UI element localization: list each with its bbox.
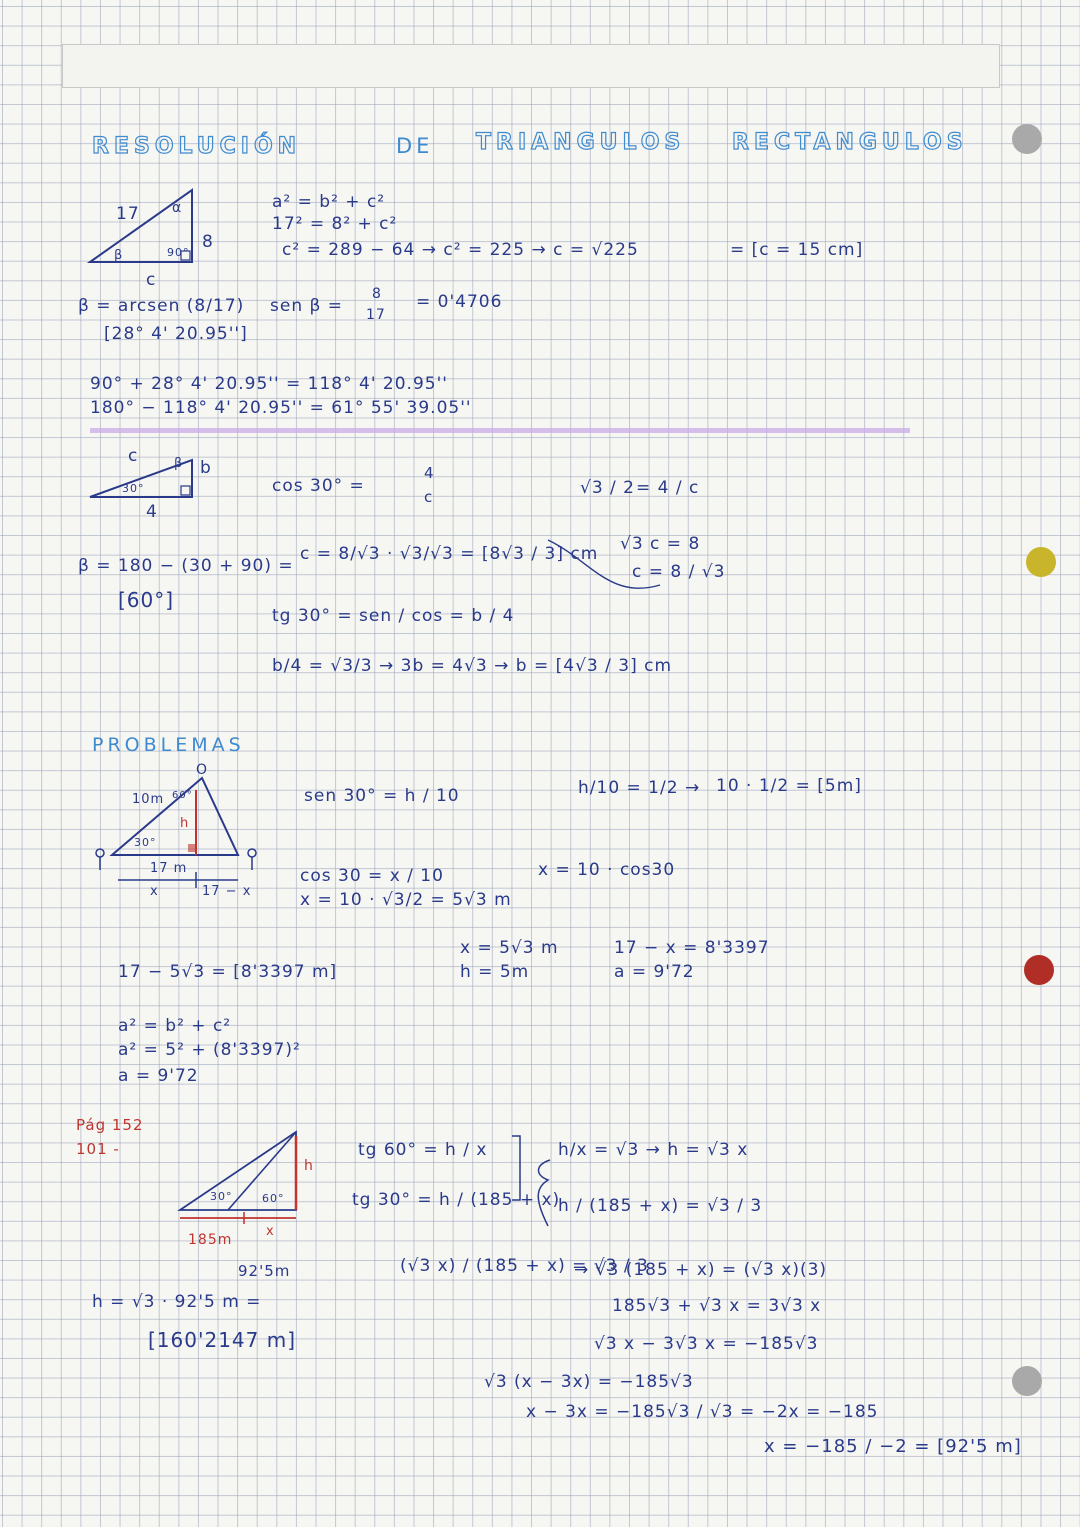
- pg-result: 92'5m: [238, 1262, 291, 1280]
- pg-eq3: 185√3 + √3 x = 3√3 x: [612, 1296, 822, 1316]
- pg-eq7: x = −185 / −2 = [92'5 m]: [764, 1436, 1022, 1457]
- pg-eq2: → √3 (185 + x) = (√3 x)(3): [574, 1260, 828, 1280]
- pg-eq5: √3 (x − 3x) = −185√3: [484, 1372, 694, 1392]
- s1-sen-result: = 0'4706: [416, 292, 503, 312]
- s2-tg-line: tg 30° = sen / cos = b / 4: [272, 606, 515, 626]
- s2-beta-boxed: [60°]: [118, 588, 175, 612]
- p-h-frac: h/10 = 1/2 →: [578, 778, 701, 798]
- p-summary-x: x = 5√3 m: [460, 938, 559, 958]
- s1-line-2: 17² = 8² + c²: [272, 214, 398, 234]
- s1-alpha-label: α: [172, 200, 183, 216]
- p-pyth-2: a² = 5² + (8'3397)²: [118, 1040, 301, 1060]
- s2-angle-label: 30°: [122, 482, 145, 495]
- s1-leg-c-label: c: [146, 270, 157, 290]
- s1-sen-line: sen β =: [270, 296, 343, 316]
- pg-label: Pág 152: [76, 1116, 144, 1134]
- pg-angle2: 60°: [262, 1192, 285, 1205]
- p-x-line: x = 10 · √3/2 = 5√3 m: [300, 890, 512, 910]
- pg-tg60: tg 60° = h / x: [358, 1140, 488, 1160]
- title-triangulos: TRIANGULOS: [476, 130, 686, 155]
- p-x-label: x: [150, 884, 159, 899]
- pg-sys1: h/x = √3 → h = √3 x: [558, 1140, 749, 1160]
- s2-cos-den: c: [424, 488, 434, 506]
- s2-sqrt3-over-2: √3 / 2: [580, 478, 635, 498]
- s1-hyp-label: 17: [116, 204, 140, 224]
- s1-diff-line: 180° − 118° 4' 20.95'' = 61° 55' 39.05'': [90, 398, 472, 418]
- s1-sum-line: 90° + 28° 4' 20.95'' = 118° 4' 20.95'': [90, 374, 448, 394]
- p-height-label: h: [180, 816, 190, 831]
- pg-angle1: 30°: [210, 1190, 233, 1203]
- s2-c-rationalize: c = 8/√3 · √3/√3 = [8√3 / 3] cm: [300, 544, 599, 564]
- problems-heading: PROBLEMAS: [92, 734, 245, 756]
- pg-dist: 185m: [188, 1232, 233, 1248]
- pg-number: 101 -: [76, 1140, 120, 1158]
- p-base-label: 17 m: [150, 861, 188, 876]
- p-base-angle: 30°: [134, 836, 157, 849]
- s1-right-angle-label: 90°: [167, 246, 190, 259]
- p-pyth-3: a = 9'72: [118, 1066, 199, 1086]
- pg-x: x: [266, 1224, 275, 1239]
- s2-cos-line: cos 30° =: [272, 476, 365, 496]
- pg-eq1: (√3 x) / (185 + x) = √3 / 3: [400, 1256, 649, 1276]
- s1-sen-frac-num: 8: [372, 286, 382, 302]
- p-summary-h: h = 5m: [460, 962, 530, 982]
- s1-beta-boxed: [28° 4' 20.95'']: [104, 324, 248, 344]
- title-de: DE: [396, 134, 434, 158]
- p-top-label: O: [196, 762, 209, 778]
- p-summary-a: a = 9'72: [614, 962, 695, 982]
- title-rectangulos: RECTANGULOS: [732, 130, 968, 155]
- pg-tg30: tg 30° = h / (185 + x): [352, 1190, 561, 1210]
- p-x-cos: x = 10 · cos30: [538, 860, 676, 880]
- s1-beta-label: β: [114, 248, 124, 263]
- pg-eq4: √3 x − 3√3 x = −185√3: [594, 1334, 819, 1354]
- p-result1: 10 · 1/2 = [5m]: [716, 776, 862, 796]
- s2-b-line: b/4 = √3/3 → 3b = 4√3 → b = [4√3 / 3] cm: [272, 656, 673, 676]
- p-rest-line: 17 − 5√3 = [8'3397 m]: [118, 962, 338, 982]
- pg-h-boxed: [160'2147 m]: [148, 1328, 297, 1352]
- s2-sqrt3c: √3 c = 8: [620, 534, 701, 554]
- p-top-angle: 60°: [172, 790, 193, 801]
- p-pyth-1: a² = b² + c²: [118, 1016, 232, 1036]
- pg-sys2: h / (185 + x) = √3 / 3: [558, 1196, 763, 1216]
- s2-eq-4-over-c: = 4 / c: [636, 478, 700, 498]
- s1-sen-frac-den: 17: [366, 307, 386, 323]
- s2-c-eq: c = 8 / √3: [632, 562, 726, 582]
- s1-beta-line: β = arcsen (8/17): [78, 296, 245, 316]
- s1-line-4: = [c = 15 cm]: [730, 240, 864, 260]
- s1-leg-b-label: 8: [202, 232, 214, 252]
- pg-h-line: h = √3 · 92'5 m =: [92, 1292, 262, 1312]
- s2-beta-line: β = 180 − (30 + 90) =: [78, 556, 294, 576]
- pg-height: h: [304, 1158, 314, 1174]
- s2-beta-label: β: [174, 456, 184, 471]
- p-cos-line: cos 30 = x / 10: [300, 866, 444, 886]
- p-rest-label: 17 − x: [202, 884, 252, 899]
- s1-line-1: a² = b² + c²: [272, 192, 386, 212]
- s1-line-3: c² = 289 − 64 → c² = 225 → c = √225: [282, 240, 639, 260]
- s2-cos-num: 4: [424, 464, 435, 482]
- pg-eq6: x − 3x = −185√3 / √3 = −2x = −185: [526, 1402, 879, 1422]
- p-sen-line: sen 30° = h / 10: [304, 786, 460, 806]
- s2-leg-b-label: b: [200, 458, 212, 478]
- s2-hyp-label: c: [128, 446, 139, 466]
- p-summary-rest: 17 − x = 8'3397: [614, 938, 770, 958]
- title-resolucion: RESOLUCIÓN: [92, 134, 302, 159]
- s2-base-label: 4: [146, 502, 158, 522]
- p-hyp-label: 10m: [132, 792, 165, 807]
